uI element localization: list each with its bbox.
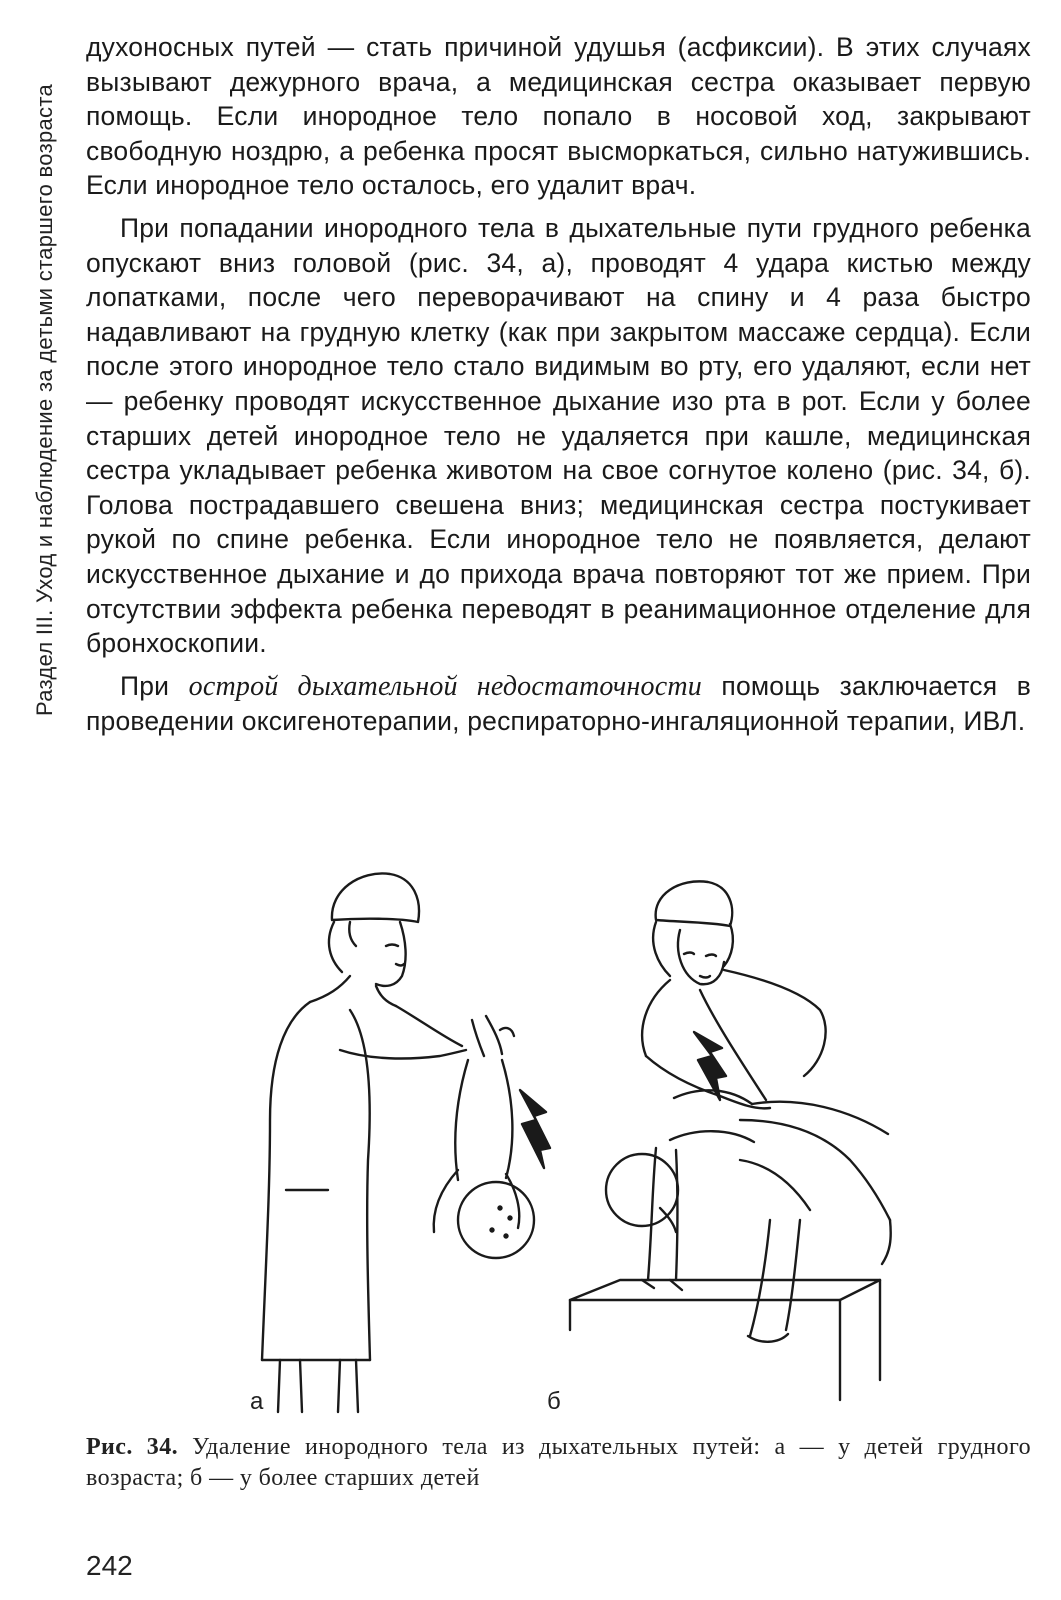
paragraph-3	[86, 669, 1031, 739]
nurse-b-drawing	[642, 881, 891, 1341]
paragraph-3-start: При	[120, 670, 189, 701]
figure-caption	[86, 1432, 1031, 1494]
figure-caption-text: Удаление инородного тела из дыхательных путей: а — у детей грудного возраста; б — у более старших детей	[86, 1434, 1031, 1491]
paragraph-2: При попадании инородного тела в дыхательные пути грудного ребенка опускают вниз головой (рис. 34, а), проводят 4 удара кистью между лопатками, после чего переворачивают на спину и 4 раза быстро надавливают на грудную клетку (как при закрытом массаже сердца). Если после этого инородное тело стало видимым во рту, его удаляют, если нет — ребенку проводят искусственное дыхание изо рта в рот. Если у более старших детей инородное тело не удаляется при кашле, медицинская сестра укладывает ребенка животом на свое согнутое колено (рис. 34, б). Голова пострадавшего свешена вниз; медицинская сестра постукивает рукой по спине ребенка. Если инородное тело не появляется, делают искусственное дыхание и до прихода врача повторяют тот же прием. При отсутствии эффекта ребенка переводят в реанимационное отделение для бронхоскопии.	[86, 212, 1031, 659]
paragraph-1: духоносных путей — стать причиной удушья (асфиксии). В этих случаях вызывают дежурного врача, а медицинская сестра оказывает первую помощь. Если инородное тело попало в носовой ход, закрывают свободную ноздрю, а ребенка просят высморкаться, сильно натужившись. Если инородное тело осталось, его удалит врач.	[86, 32, 1031, 201]
figure-caption-number: Рис. 34.	[86, 1434, 179, 1460]
paragraph-3-italic-term: острой дыхательной недостаточности	[188, 670, 702, 702]
figure-illustration	[200, 860, 920, 1420]
figure-label-b: б	[547, 1388, 561, 1415]
infant-a-drawing	[434, 1016, 534, 1258]
page-number: 242	[86, 1550, 133, 1581]
strike-arrow-a-icon	[520, 1090, 550, 1168]
running-head: Раздел III. Уход и наблюдение за детьми старшего возраста	[32, 84, 57, 717]
figure-label-a: а	[250, 1388, 264, 1415]
nurse-a-drawing	[262, 873, 466, 1412]
body-text	[86, 30, 1031, 747]
paragraph-3-end: помощь заключается в проведении оксигенотерапии, респираторно-ингаляционной терапии, ИВЛ.	[86, 670, 1031, 737]
table-drawing	[570, 1280, 880, 1400]
